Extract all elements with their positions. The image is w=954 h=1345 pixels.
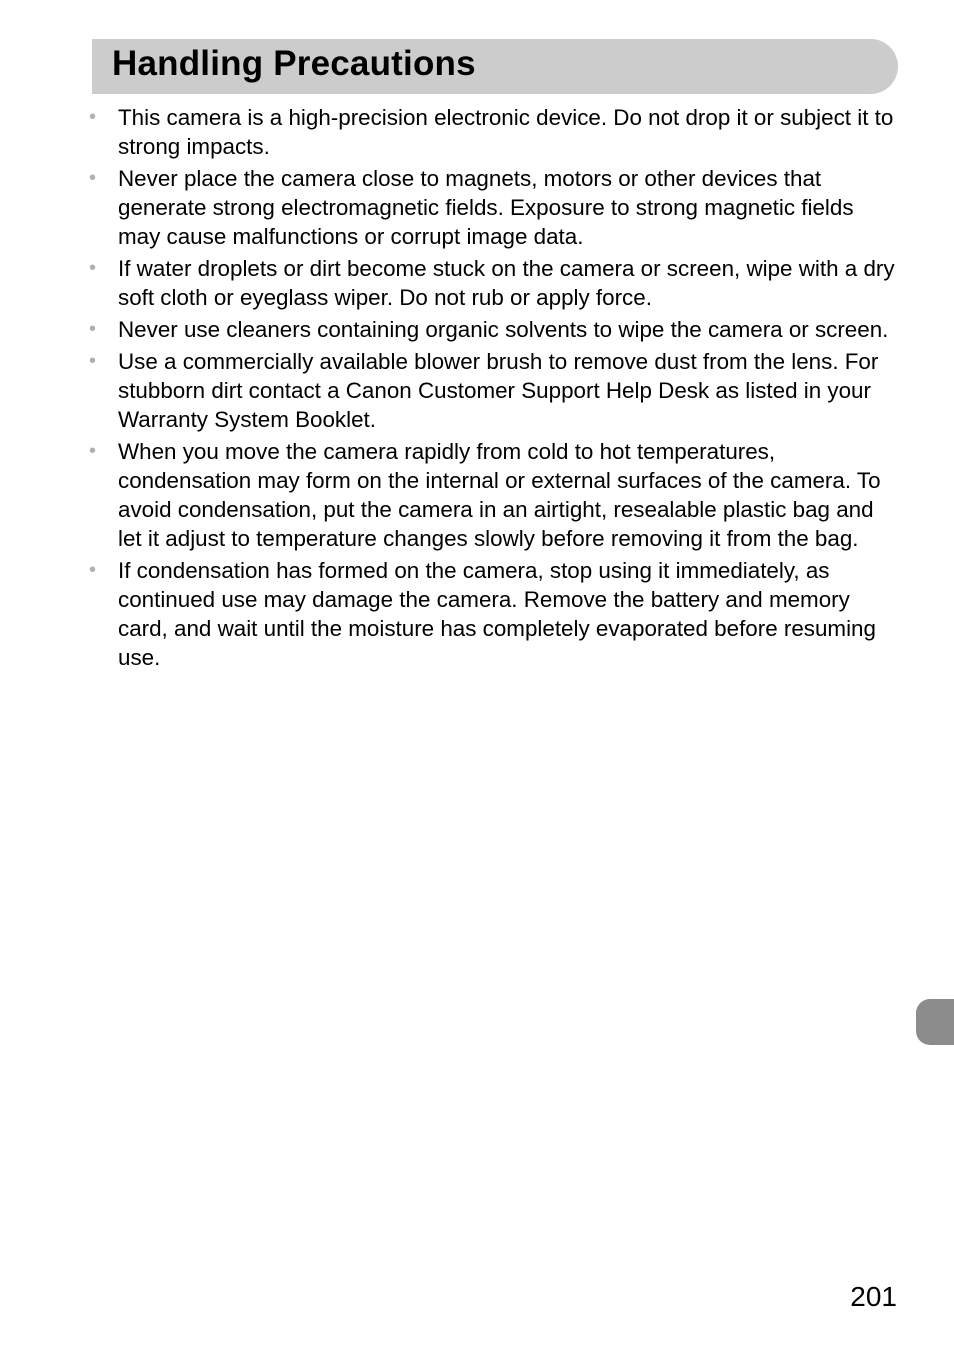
bullet-icon: •: [89, 350, 97, 372]
list-item: [0, 315, 898, 344]
precautions-list: [0, 103, 954, 675]
list-item: [0, 556, 898, 672]
page-number: 201: [850, 1281, 897, 1312]
list-item: [0, 437, 898, 553]
page-title: Handling Precautions: [112, 44, 476, 83]
bullet-icon: •: [89, 559, 97, 581]
title-bar: [92, 39, 898, 94]
bullet-icon: •: [89, 257, 97, 279]
bullet-icon: •: [89, 167, 97, 189]
chapter-tab: [916, 999, 954, 1045]
list-item: [0, 347, 898, 434]
list-item: [0, 164, 898, 251]
list-item-text: Never use cleaners containing organic solvents to wipe the camera or screen.: [118, 317, 889, 342]
list-item: [0, 103, 898, 161]
list-item-text: If condensation has formed on the camera, stop using it immediately, as continued use may damage the camera. Remove the battery and memory card, and wait until the moisture has completely evaporated before resuming use.: [118, 558, 876, 670]
list-item-text: This camera is a high-precision electronic device. Do not drop it or subject it to strong impacts.: [118, 105, 894, 159]
list-item-text: If water droplets or dirt become stuck on the camera or screen, wipe with a dry soft cloth or eyeglass wiper. Do not rub or apply force.: [118, 256, 895, 310]
bullet-icon: •: [89, 106, 97, 128]
list-item-text: Use a commercially available blower brush to remove dust from the lens. For stubborn dirt contact a Canon Customer Support Help Desk as listed in your Warranty System Booklet.: [118, 349, 879, 432]
bullet-icon: •: [89, 440, 97, 462]
bullet-icon: •: [89, 318, 97, 340]
list-item-text: Never place the camera close to magnets, motors or other devices that generate strong electromagnetic fields. Exposure to strong magnetic fields may cause malfunctions or corrupt image data.: [118, 166, 854, 249]
list-item: [0, 254, 898, 312]
list-item-text: When you move the camera rapidly from cold to hot temperatures, condensation may form on the internal or external surfaces of the camera. To avoid condensation, put the camera in an airtight, resealable plastic bag and let it adjust to temperature changes slowly before removing it from the bag.: [118, 439, 881, 551]
